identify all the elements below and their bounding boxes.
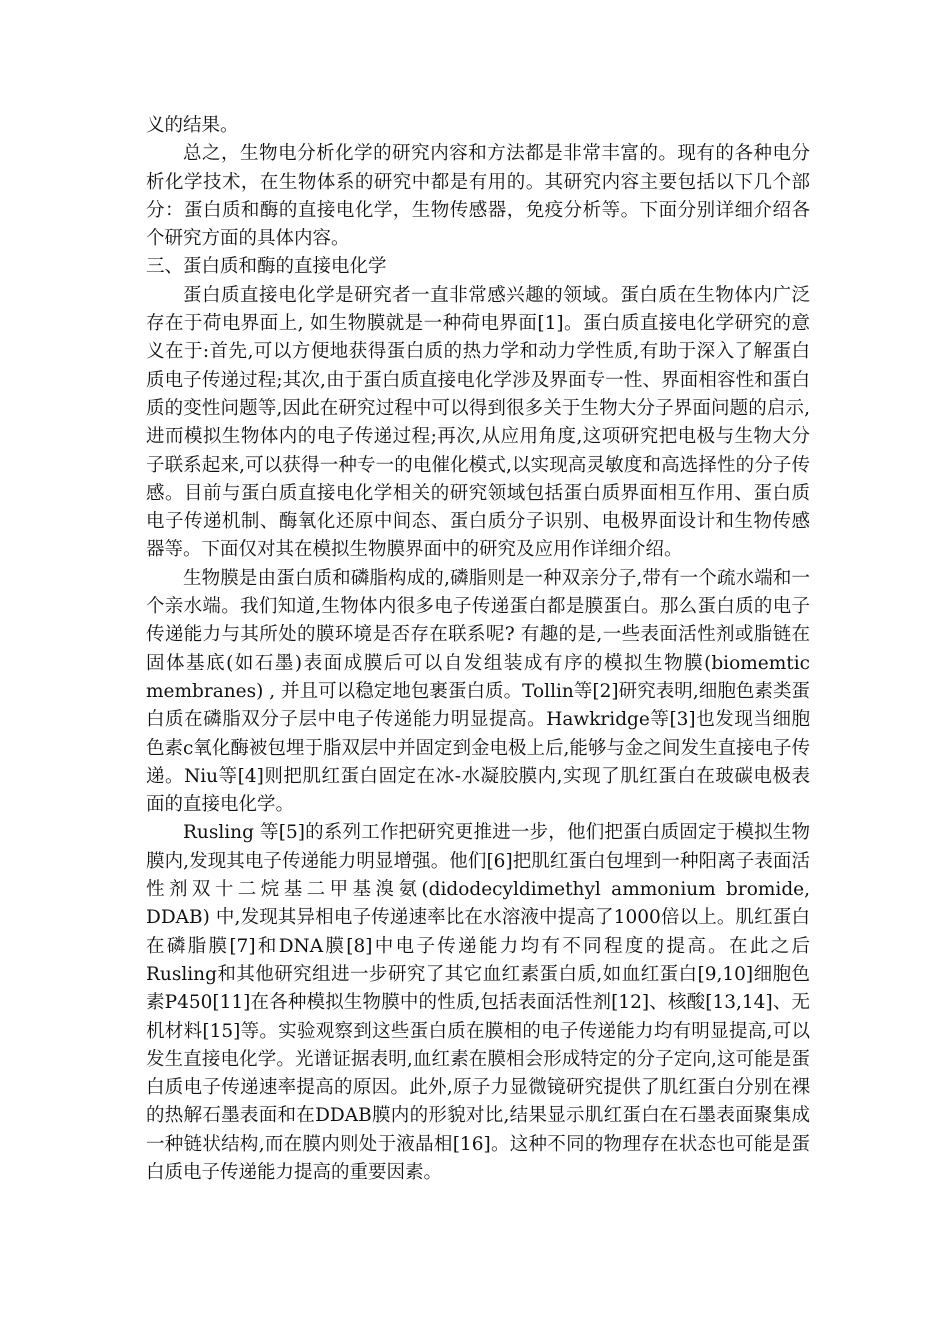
paragraph-continuation: 义的结果。 <box>146 115 239 136</box>
paragraph-protein-electrochemistry: 蛋白质直接电化学是研究者一直非常感兴趣的领域。蛋白质在生物体内广泛存在于荷电界面上, 如生物膜就是一种荷电界面[1]。蛋白质直接电化学研究的意义在于:首先,可以方便地获得蛋白质的热力学和动力学性质,有助于深入了解蛋白质电子传递过程;其次,由于蛋白质直接电化学涉及界面专一性、界面相容性和蛋白质的变性问题等,因此在研究过程中可以得到很多关于生物大分子界面问题的启示,进而模拟生物体内的电子传递过程;再次,从应用角度,这项研究把电极与生物大分子联系起来,可以获得一种专一的电催化模式,以实现高灵敏度和高选择性的分子传感。目前与蛋白质直接电化学相关的研究领域包括蛋白质界面相互作用、蛋白质电子传递机制、酶氧化还原中间态、蛋白质分子识别、电极界面设计和生物传感器等。下面仅对其在模拟生物膜界面中的研究及应用作详细介绍。 <box>146 284 810 561</box>
paragraph-rusling: Rusling 等[5]的系列工作把研究更推进一步，他们把蛋白质固定于模拟生物膜内,发现其电子传递能力明显增强。他们[6]把肌红蛋白包埋到一种阳离子表面活性剂双十二烷基二甲基溴氨(didodecyldimethyl ammonium bromide, DDAB) 中,发现其异相电子传递速率比在水溶液中提高了1000倍以上。肌红蛋白在磷脂膜[7]和DNA膜[8]中电子传递能力均有不同程度的提高。在此之后Rusling和其他研究组进一步研究了其它血红素蛋白质,如血红蛋白[9,10]细胞色素P450[11]在各种模拟生物膜中的性质,包括表面活性剂[12]、核酸[13,14]、无机材料[15]等。实验观察到这些蛋白质在膜相的电子传递能力均有明显提高,可以发生直接电化学。光谱证据表明,血红素在膜相会形成特定的分子定向,这可能是蛋白质电子传递速率提高的原因。此外,原子力显微镜研究提供了肌红蛋白分别在裸的热解石墨表面和在DDAB膜内的形貌对比,结果显示肌红蛋白在石墨表面聚集成一种链状结构,而在膜内则处于液晶相[16]。这种不同的物理存在状态也可能是蛋白质电子传递能力提高的重要因素。 <box>146 822 810 1183</box>
paragraph-summary: 总之，生物电分析化学的研究内容和方法都是非常丰富的。现有的各种电分析化学技术，在生物体系的研究中都是有用的。其研究内容主要包括以下几个部分：蛋白质和酶的直接电化学，生物传感器，免疫分析等。下面分别详细介绍各个研究方面的具体内容。 <box>146 143 810 250</box>
section-heading: 三、蛋白质和酶的直接电化学 <box>146 256 387 278</box>
paragraph-biomembrane: 生物膜是由蛋白质和磷脂构成的,磷脂则是一种双亲分子,带有一个疏水端和一个亲水端。我们知道,生物体内很多电子传递蛋白都是膜蛋白。那么蛋白质的电子传递能力与其所处的膜环境是否存在联系呢? 有趣的是,一些表面活性剂或脂链在固体基底(如石墨)表面成膜后可以自发组装成有序的模拟生物膜(biomemtic membranes) , 并且可以稳定地包裹蛋白质。Tollin等[2]研究表明,细胞色素类蛋白质在磷脂双分子层中电子传递能力明显提高。Hawkridge等[3]也发现当细胞色素c氧化酶被包埋于脂双层中并固定到金电极上后,能够与金之间发生直接电子传递。Niu等[4]则把肌红蛋白固定在冰-水凝胶膜内,实现了肌红蛋白在玻碳电极表面的直接电化学。 <box>146 567 810 816</box>
document-page <box>146 112 810 1187</box>
